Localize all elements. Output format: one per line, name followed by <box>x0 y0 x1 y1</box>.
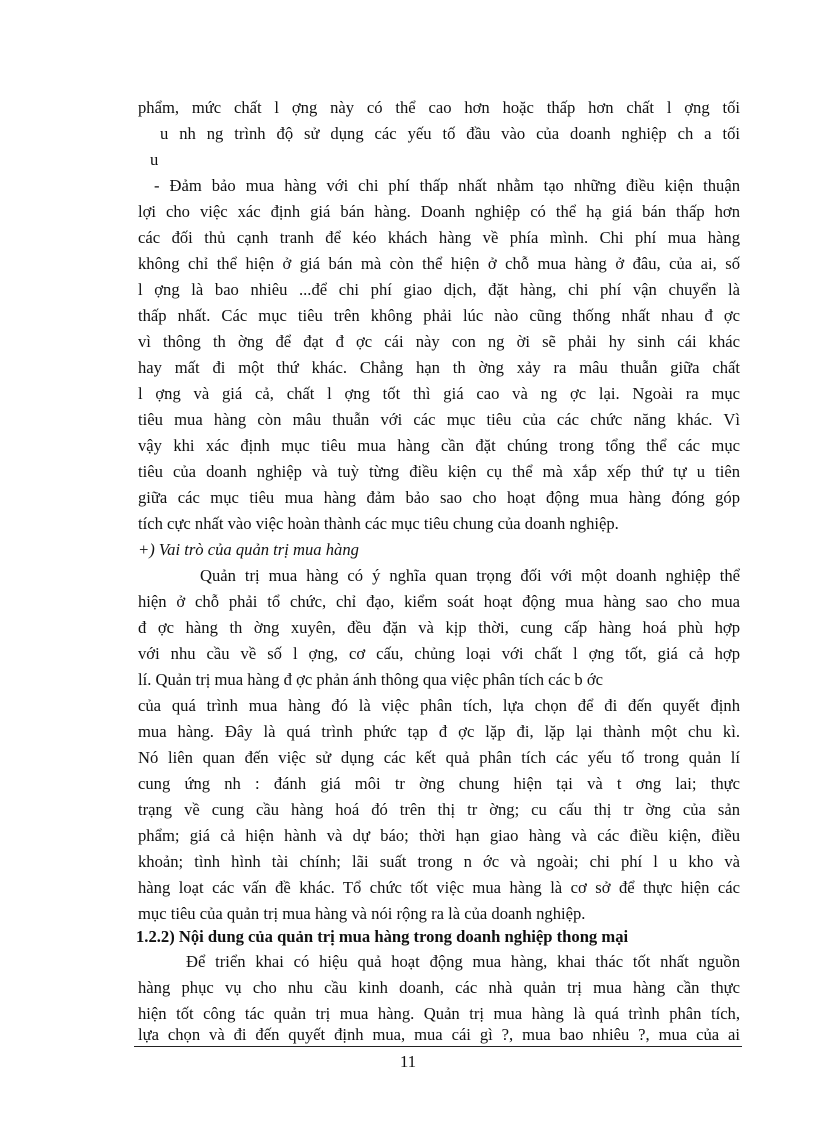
text-line: phẩm; giá cả hiện hành và dự báo; thời hạn giao hàng và các điều kiện, điều <box>138 826 740 845</box>
text-line: cung ứng nh : đánh giá môi tr ờng chung hiện tại và t ơng lai; thực <box>138 774 740 793</box>
text-line: giữa các mục tiêu mua hàng đảm bảo sao cho hoạt động mua hàng đóng góp <box>138 488 740 507</box>
section-heading: +) Vai trò của quản trị mua hàng <box>138 540 359 559</box>
text-line: thấp nhất. Các mục tiêu trên không phải lúc nào cũng thống nhất nhau đ ợc <box>138 306 740 325</box>
text-line: hiện tốt công tác quản trị mua hàng. Quản trị mua hàng là quá trình phân tích, <box>138 1004 740 1023</box>
text-line: khoản; tình hình tài chính; lãi suất trong n ớc và ngoài; chi phí l u kho và <box>138 852 740 871</box>
text-line: của quá trình mua hàng đó là việc phân tích, lựa chọn để đi đến quyết định <box>138 696 740 715</box>
text-line: trạng về cung cầu hàng hoá đó trên thị tr ờng; cu cấu thị tr ờng của sản <box>138 800 740 819</box>
text-line: hàng phục vụ cho nhu cầu kinh doanh, các nhà quản trị mua hàng cần thực <box>138 978 740 997</box>
text-line: vì thông th ờng để đạt đ ợc cái này con ng ời sẽ phải hy sinh cái khác <box>138 332 740 351</box>
text-line: hay mất đi một thứ khác. Chẳng hạn th ờng xảy ra mâu thuẫn giữa chất <box>138 358 740 377</box>
text-line: không chỉ thể hiện ở giá bán mà còn thể hiện ở chỗ mua hàng ở đâu, của ai, số <box>138 254 740 273</box>
text-line: tiêu của doanh nghiệp và tuỳ từng điều kiện cụ thể mà xắp xếp thứ tự u tiên <box>138 462 740 481</box>
text-line: các đối thủ cạnh tranh để kéo khách hàng về phía mình. Chi phí mua hàng <box>138 228 740 247</box>
section-heading: 1.2.2) Nội dung của quản trị mua hàng trong doanh nghiệp thong mại <box>136 927 629 946</box>
text-line: mục tiêu của quản trị mua hàng và nói rộng ra là của doanh nghiệp. <box>138 904 586 923</box>
text-line: tiêu mua hàng còn mâu thuẫn với các mục tiêu của các chức năng khác. Vì <box>138 410 740 429</box>
text-line: đ ợc hàng th ờng xuyên, đều đặn và kịp thời, cung cấp hàng hoá phù hợp <box>138 618 740 637</box>
page-number: 11 <box>399 1052 417 1071</box>
text-line: lí. Quản trị mua hàng đ ợc phản ánh thông qua việc phân tích các b ớc <box>138 670 603 689</box>
text-line: mua hàng. Đây là quá trình phức tạp đ ợc lặp đi, lặp lại thành một chu kì. <box>138 722 740 741</box>
text-line: hàng loạt các vấn đề khác. Tổ chức tốt việc mua hàng là cơ sở để thực hiện các <box>138 878 740 897</box>
text-line: l ợng là bao nhiêu ...để chi phí giao dịch, đặt hàng, chi phí vận chuyển là <box>138 280 740 299</box>
text-line: Nó liên quan đến việc sử dụng các kết quả phân tích các yếu tố trong quản lí <box>138 748 740 767</box>
text-line: Quản trị mua hàng có ý nghĩa quan trọng đối với một doanh nghiệp thể <box>200 566 740 585</box>
text-line: lợi cho việc xác định giá bán hàng. Doanh nghiệp có thể hạ giá bán thấp hơn <box>138 202 740 221</box>
text-line: u <box>150 150 159 169</box>
text-line: phẩm, mức chất l ợng này có thể cao hơn hoặc thấp hơn chất l ợng tối <box>138 98 740 117</box>
footer-rule <box>134 1046 742 1047</box>
text-line: với nhu cầu về số l ợng, cơ cấu, chủng loại với chất l ợng tốt, giá cả hợp <box>138 644 740 663</box>
text-line: tích cực nhất vào việc hoàn thành các mục tiêu chung của doanh nghiệp. <box>138 514 619 533</box>
text-line: Để triển khai có hiệu quả hoạt động mua hàng, khai thác tốt nhất nguồn <box>186 952 740 971</box>
text-line: lựa chọn và đi đến quyết định mua, mua cái gì ?, mua bao nhiêu ?, mua của ai <box>138 1025 740 1044</box>
text-line: vậy khi xác định mục tiêu mua hàng cần đặt chúng trong tổng thể các mục <box>138 436 740 455</box>
text-line: - Đảm bảo mua hàng với chi phí thấp nhất nhằm tạo những điều kiện thuận <box>154 176 740 195</box>
text-line: u nh ng trình độ sử dụng các yếu tố đầu vào của doanh nghiệp ch a tối <box>160 124 740 143</box>
text-line: l ợng và giá cả, chất l ợng tốt thì giá cao và ng ợc lại. Ngoài ra mục <box>138 384 740 403</box>
text-line: hiện ở chỗ phải tổ chức, chỉ đạo, kiểm soát hoạt động mua hàng sao cho mua <box>138 592 740 611</box>
